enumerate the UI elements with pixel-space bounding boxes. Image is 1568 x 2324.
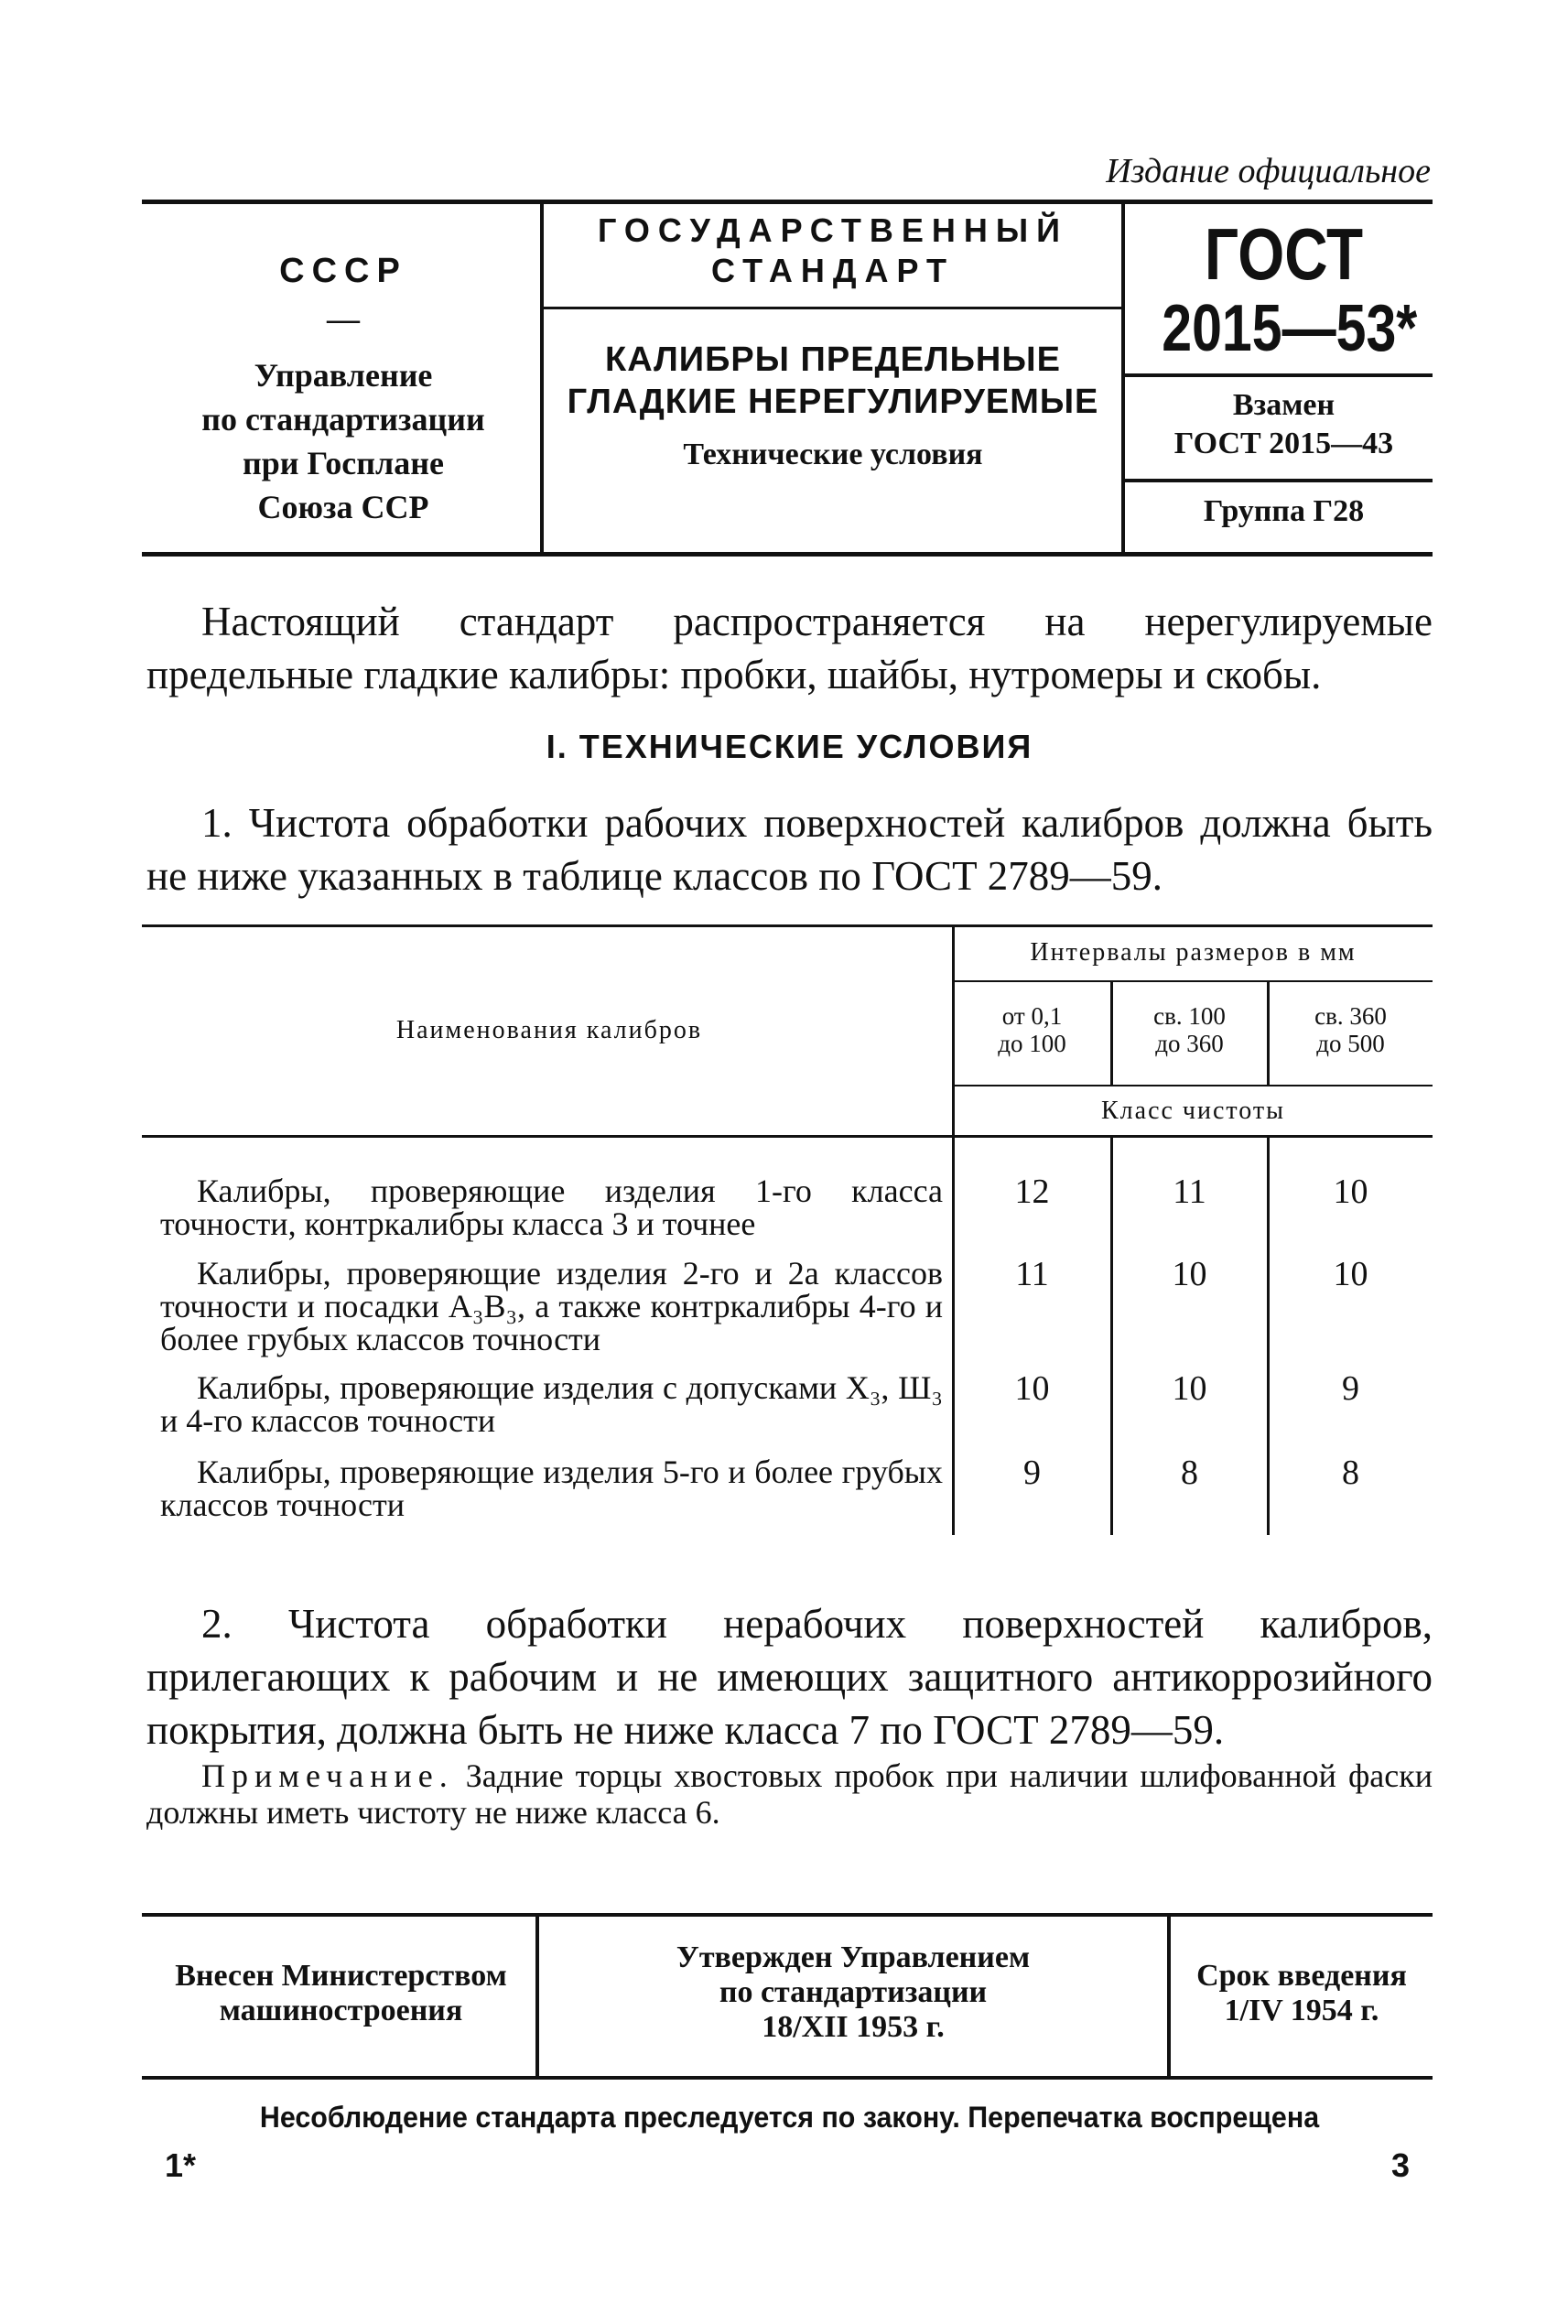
- table-row-4-value-3: 8: [1342, 1454, 1359, 1492]
- group-code: Группа Г28: [1203, 494, 1365, 528]
- effective-line-1: Срок введения: [1196, 1959, 1407, 1993]
- legal-warning: Несоблюдение стандарта преследуется по закону. Перепечатка воспрещена: [259, 2101, 1320, 2134]
- header-designation: [1135, 211, 1433, 531]
- replaces-standard: ГОСТ 2015—43: [1173, 427, 1394, 460]
- table-top-rule: [142, 924, 1433, 927]
- interval-1-to: до 100: [998, 1030, 1066, 1057]
- approved-line-3: 18/XII 1953 г.: [762, 2010, 945, 2044]
- interval-header-3: [1269, 1002, 1433, 1057]
- header-top-rule: [142, 200, 1433, 204]
- org-line-2: по стандартизации: [201, 401, 485, 438]
- footer-effective-date: [1171, 1959, 1433, 2028]
- note: [146, 1757, 1433, 1831]
- table-row-3-value-2: 10: [1172, 1369, 1207, 1408]
- standard-title-line-2: ГЛАДКИЕ НЕРЕГУЛИРУЕМЫЕ: [567, 383, 1099, 421]
- footer-introduced: [146, 1959, 535, 2028]
- note-label: Примечание.: [201, 1757, 454, 1794]
- approved-line-2: по стандартизации: [719, 1975, 988, 2009]
- intro-paragraph: Настоящий стандарт распространяется на нерегулируемые предельные гладкие калибры: пробки, шайбы, нутромеры и скобы.: [146, 599, 1433, 697]
- table-row-3-value-1: 10: [1014, 1369, 1050, 1408]
- table-header-bottom-rule: [142, 1135, 1433, 1138]
- effective-line-2: 1/IV 1954 г.: [1224, 1994, 1379, 2027]
- footer-top-rule: [142, 1913, 1433, 1917]
- page-number: 3: [1391, 2146, 1411, 2184]
- table-row-1-value-2: 11: [1173, 1173, 1206, 1211]
- table-row-1-value-3: 10: [1333, 1173, 1368, 1211]
- paragraph-1: 1. Чистота обработки рабочих поверхностей калибров должна быть не ниже указанных в таблице классов по ГОСТ 2789—59.: [146, 800, 1433, 899]
- introduced-line-1: Внесен Министерством: [175, 1959, 507, 1993]
- interval-header-2: [1112, 1002, 1267, 1057]
- table-row-2-value-2: 10: [1172, 1255, 1207, 1293]
- header-dash: —: [327, 300, 360, 337]
- header-divider-right: [1121, 201, 1125, 554]
- table-row-1-name: Калибры, проверяющие изделия 1-го класса точности, контркалибры класса 3 и точнее: [160, 1173, 943, 1242]
- org-line-1: Управление: [254, 357, 433, 394]
- table-intervals-rule: [954, 980, 1433, 982]
- standard-type-line-1: ГОСУДАРСТВЕННЫЙ: [597, 211, 1068, 249]
- header-divider-left: [540, 201, 544, 554]
- org-line-3: при Госплане: [243, 445, 444, 481]
- gost-number: 2015—53*: [1162, 292, 1418, 365]
- paragraph-2: 2. Чистота обработки нерабочих поверхностей калибров, прилегающих к рабочим и не имеющих защитного антикоррозийного покрытия, должна быть не ниже класса 7 по ГОСТ 2789—59.: [146, 1601, 1433, 1753]
- table-row-4-value-2: 8: [1181, 1454, 1198, 1492]
- table-row-4-value-1: 9: [1023, 1454, 1041, 1492]
- table-row-2-name: Калибры, проверяющие изделия 2-го и 2а классов точности и посадки А₃В₃, а также контркалибры 4-го и более грубых классов точности: [160, 1255, 943, 1357]
- header-title-block: [549, 211, 1117, 476]
- replaces-label: Взамен: [1232, 388, 1336, 422]
- footer-bottom-rule: [142, 2076, 1433, 2080]
- footer-approved: [539, 1940, 1167, 2045]
- standard-subtitle: Технические условия: [683, 438, 983, 471]
- standard-title-line-1: КАЛИБРЫ ПРЕДЕЛЬНЫЕ: [605, 340, 1061, 379]
- column-header-names: Наименования калибров: [395, 1016, 703, 1044]
- column-header-intervals: Интервалы размеров в мм: [1030, 938, 1357, 967]
- interval-2-to: до 360: [1155, 1030, 1224, 1057]
- sheet-mark: 1*: [165, 2146, 197, 2184]
- section-title: I. ТЕХНИЧЕСКИЕ УСЛОВИЯ: [546, 728, 1033, 765]
- interval-1-from: от 0,1: [1001, 1002, 1063, 1030]
- approved-line-1: Утвержден Управлением: [676, 1940, 1031, 1974]
- org-line-4: Союза ССР: [257, 489, 429, 525]
- interval-3-to: до 500: [1316, 1030, 1385, 1057]
- header-authority: [146, 211, 540, 529]
- class-header: Класс чистоты: [1101, 1097, 1285, 1125]
- table-class-rule: [954, 1085, 1433, 1086]
- interval-2-from: св. 100: [1153, 1002, 1226, 1030]
- introduced-line-2: машиностроения: [219, 1994, 463, 2027]
- edition-label: Издание официальное: [1106, 152, 1431, 190]
- interval-header-1: [954, 1002, 1110, 1057]
- gost-label: ГОСТ: [1204, 213, 1364, 295]
- table-row-2-value-3: 10: [1333, 1255, 1368, 1293]
- table-row-4-name: Калибры, проверяющие изделия 5-го и более грубых классов точности: [160, 1454, 943, 1523]
- interval-3-from: св. 360: [1314, 1002, 1387, 1030]
- table-row-2-value-1: 11: [1015, 1255, 1049, 1293]
- country-label: СССР: [279, 252, 407, 290]
- header-bottom-rule: [142, 552, 1433, 557]
- note-text: Задние торцы хвостовых пробок при наличии шлифованной фаски должны иметь чистоту не ниже класса 6.: [146, 1757, 1433, 1831]
- table-row-3-value-3: 9: [1342, 1369, 1359, 1408]
- table-row-1-value-1: 12: [1014, 1173, 1050, 1211]
- standard-type-line-2: СТАНДАРТ: [711, 252, 955, 289]
- table-row-3-name: Калибры, проверяющие изделия с допусками Х₃, Ш₃ и 4-го классов точности: [160, 1369, 943, 1439]
